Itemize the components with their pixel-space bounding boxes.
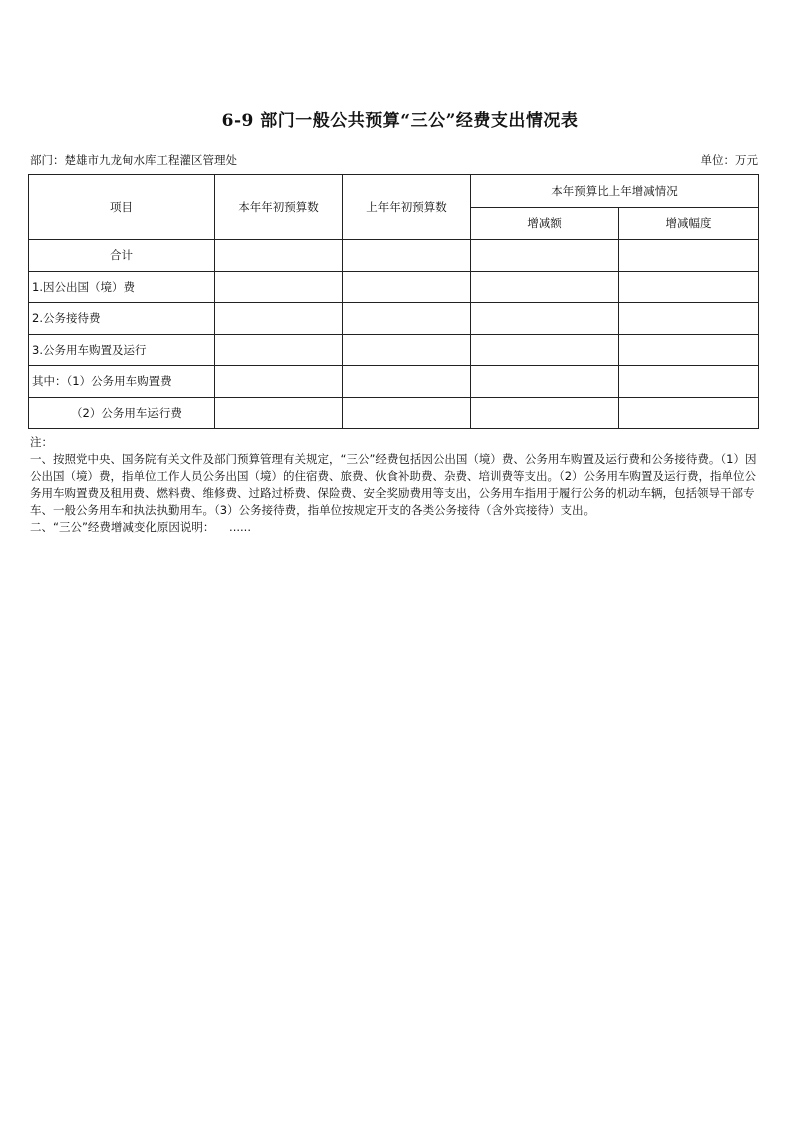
table-cell	[619, 240, 759, 272]
table-cell	[215, 366, 343, 398]
table-header-row	[29, 175, 759, 208]
table-cell	[471, 334, 619, 366]
notes-paragraph-1: 一、按照党中央、国务院有关文件及部门预算管理有关规定，“三公”经费包括因公出国（境）费、公务用车购置及运行费和公务接待费。（1）因公出国（境）费，指单位工作人员公务出国（境）的住宿费、旅费、伙食补助费、杂费、培训费等支出。（2）公务用车购置及运行费，指单位公务用车购置费及租用费、燃料费、维修费、过路过桥费、保险费、安全奖励费用等支出，公务用车指用于履行公务的机动车辆，包括领导干部专车、一般公务用车和执法执勤用车。（3）公务接待费，指单位按规定开支的各类公务接待（含外宾接待）支出。	[30, 452, 757, 517]
table-cell	[619, 303, 759, 335]
row-label-vehicles: 3.公务用车购置及运行	[29, 334, 215, 366]
table-row	[29, 271, 759, 303]
table-cell	[471, 303, 619, 335]
table-cell	[619, 334, 759, 366]
table-cell	[343, 240, 471, 272]
row-label-vehicle-purchase: 其中：（1）公务用车购置费	[29, 366, 215, 398]
table-row	[29, 397, 759, 429]
table-cell	[619, 397, 759, 429]
row-label-reception: 2.公务接待费	[29, 303, 215, 335]
row-label-overseas: 1.因公出国（境）费	[29, 271, 215, 303]
table-cell	[215, 240, 343, 272]
table-cell	[215, 334, 343, 366]
row-label-total: 合计	[29, 240, 215, 272]
table-cell	[471, 240, 619, 272]
table-cell	[343, 271, 471, 303]
table-cell	[343, 397, 471, 429]
department-label: 部门：楚雄市九龙甸水库工程灌区管理处	[30, 153, 237, 167]
row-label-vehicle-operation: （2）公务用车运行费	[29, 397, 215, 429]
table-cell	[471, 366, 619, 398]
table-cell	[343, 334, 471, 366]
table-row	[29, 366, 759, 398]
header-change-amount: 增减额	[471, 207, 619, 240]
table-cell	[471, 271, 619, 303]
table-cell	[215, 303, 343, 335]
table-cell	[215, 397, 343, 429]
table-cell	[343, 366, 471, 398]
header-item: 项目	[29, 175, 215, 240]
table-cell	[619, 366, 759, 398]
header-current-year: 本年年初预算数	[215, 175, 343, 240]
notes-heading: 注：	[30, 435, 53, 449]
notes-section	[30, 434, 758, 536]
budget-table	[28, 174, 759, 429]
header-change-rate: 增减幅度	[619, 207, 759, 240]
unit-label: 单位：万元	[700, 153, 758, 167]
table-cell	[471, 397, 619, 429]
header-previous-year: 上年年初预算数	[343, 175, 471, 240]
table-row	[29, 334, 759, 366]
table-cell	[215, 271, 343, 303]
table-cell	[343, 303, 471, 335]
table-row	[29, 303, 759, 335]
notes-paragraph-2: 二、“三公”经费增减变化原因说明： ......	[30, 520, 251, 534]
table-row	[29, 240, 759, 272]
header-comparison: 本年预算比上年增减情况	[471, 175, 759, 208]
table-cell	[619, 271, 759, 303]
page-title: 6-9 部门一般公共预算“三公”经费支出情况表	[221, 111, 579, 131]
